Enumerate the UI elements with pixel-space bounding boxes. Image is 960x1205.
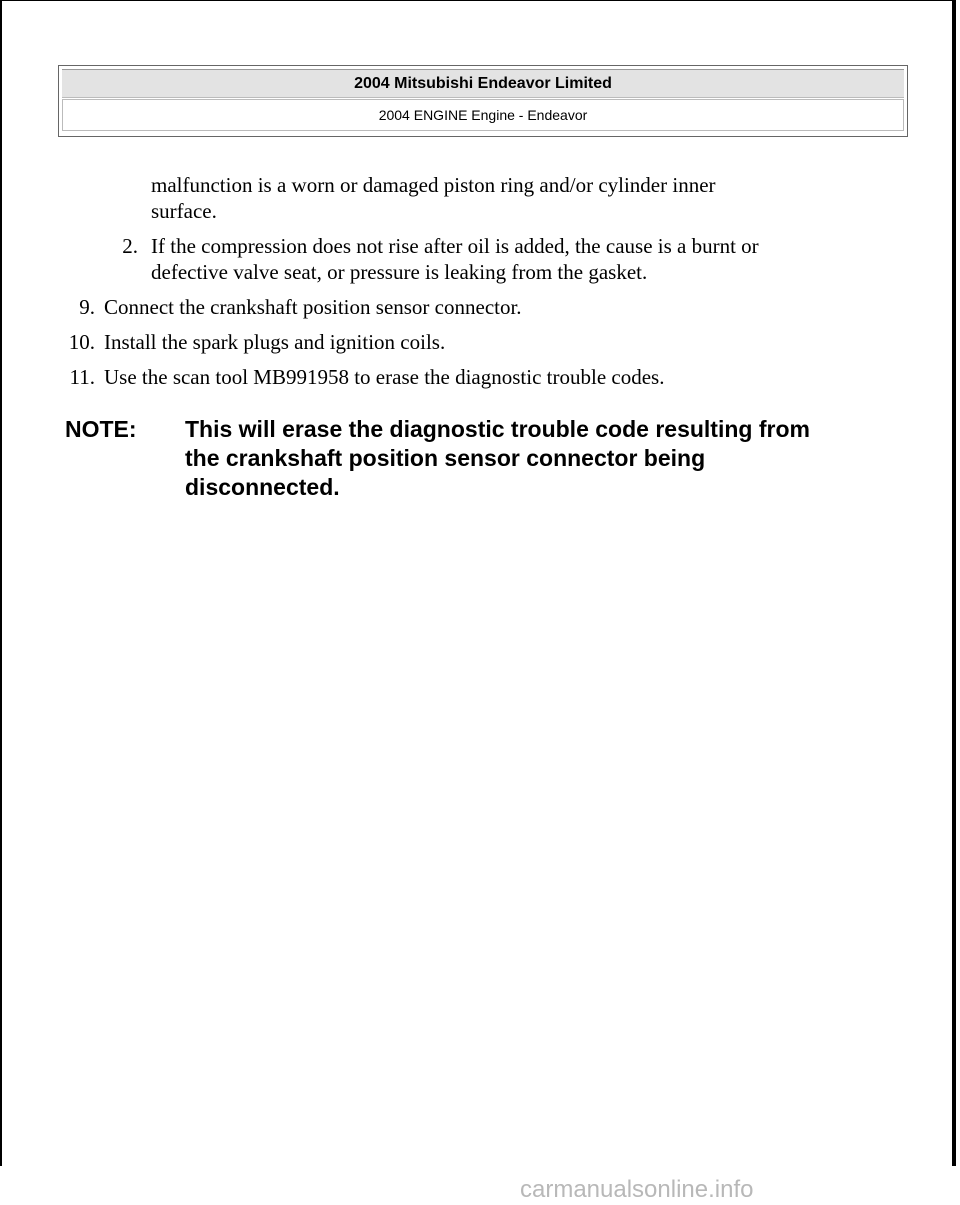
step-text: Connect the crankshaft position sensor connector. bbox=[104, 295, 522, 319]
note-line: This will erase the diagnostic trouble code resulting from bbox=[185, 416, 810, 442]
note-label: NOTE: bbox=[65, 416, 137, 442]
note-text bbox=[185, 415, 885, 502]
page-frame-right bbox=[952, 0, 956, 1166]
page-frame-left bbox=[0, 0, 2, 1166]
continued-text-line-2: surface. bbox=[151, 199, 217, 223]
step-text: Use the scan tool MB991958 to erase the diagnostic trouble codes. bbox=[104, 365, 665, 389]
substep-text-line-2: defective valve seat, or pressure is leaking from the gasket. bbox=[151, 260, 648, 284]
note-line: disconnected. bbox=[185, 474, 340, 500]
step-text: Install the spark plugs and ignition coils. bbox=[104, 330, 446, 354]
page-frame-top bbox=[0, 0, 956, 1]
step-number: 11. bbox=[69, 365, 95, 389]
header-title: 2004 Mitsubishi Endeavor Limited bbox=[62, 69, 904, 98]
watermark: carmanualsonline.info bbox=[520, 1176, 754, 1203]
substep-text-line-1: If the compression does not rise after oil is added, the cause is a burnt or bbox=[151, 234, 759, 258]
step-number: 9. bbox=[79, 295, 95, 319]
substep-number: 2. bbox=[122, 234, 138, 258]
note-line: the crankshaft position sensor connector being bbox=[185, 445, 706, 471]
step-number: 10. bbox=[68, 330, 95, 354]
continued-text-line-1: malfunction is a worn or damaged piston ring and/or cylinder inner bbox=[151, 173, 716, 197]
document-header bbox=[58, 65, 908, 137]
header-subtitle: 2004 ENGINE Engine - Endeavor bbox=[62, 99, 904, 131]
